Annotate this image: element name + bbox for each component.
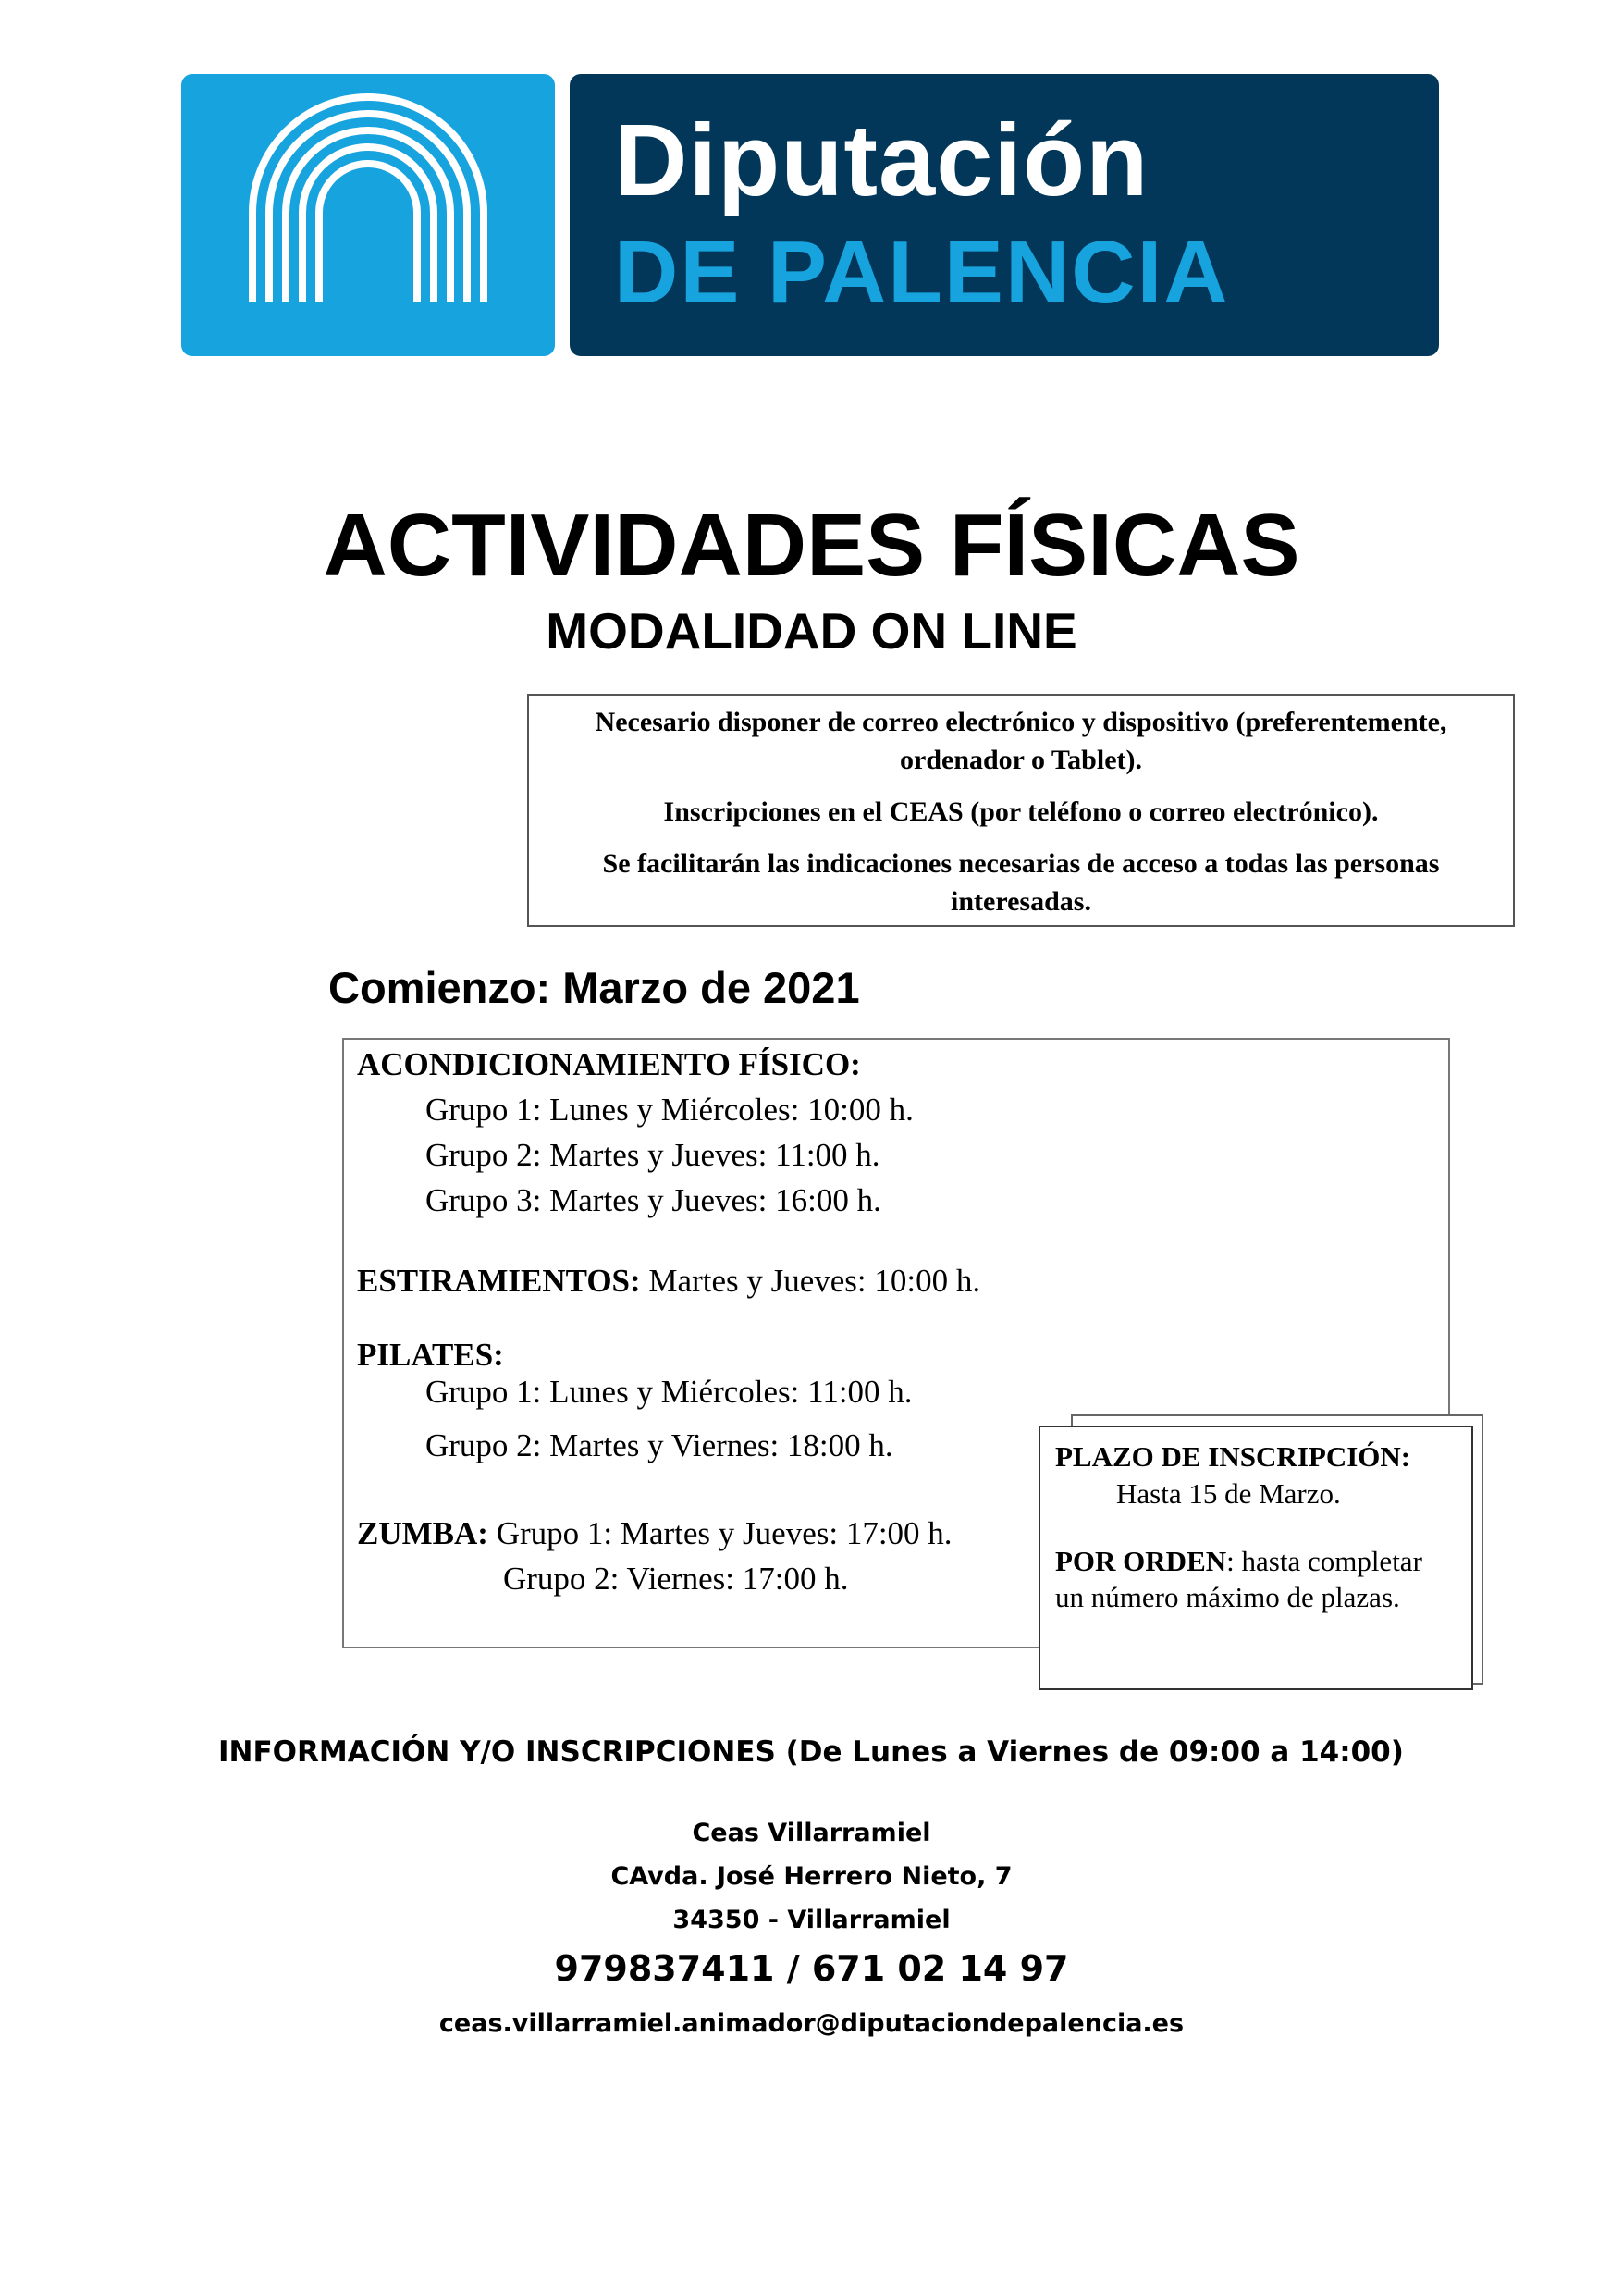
zumba-group-1: Grupo 1: Martes y Jueves: 17:00 h. bbox=[487, 1515, 953, 1551]
requirement-device bbox=[529, 703, 1513, 779]
order-text: : hasta completar bbox=[1226, 1545, 1422, 1577]
estiramientos-line bbox=[357, 1263, 980, 1300]
deadline-date: Hasta 15 de Marzo. bbox=[1116, 1477, 1341, 1510]
logo-mark bbox=[181, 74, 555, 356]
ceas-name: Ceas Villarramiel bbox=[692, 1819, 931, 1847]
order-text-2: un número máximo de plazas. bbox=[1055, 1581, 1400, 1613]
estiramientos-title: ESTIRAMIENTOS: bbox=[357, 1263, 641, 1299]
requirement-registration: Inscripciones en el CEAS (por teléfono o correo electrónico). bbox=[663, 796, 1379, 827]
arch-lines-icon bbox=[181, 74, 555, 356]
acond-group-3: Grupo 3: Martes y Jueves: 16:00 h. bbox=[425, 1182, 881, 1218]
pilates-title: PILATES: bbox=[357, 1337, 504, 1373]
zumba-group-2: Grupo 2: Viernes: 17:00 h. bbox=[503, 1561, 849, 1597]
zumba-title: ZUMBA: bbox=[357, 1515, 488, 1551]
ceas-phones: 979837411 / 671 02 14 97 bbox=[554, 1948, 1069, 1989]
acond-group-1: Grupo 1: Lunes y Miércoles: 10:00 h. bbox=[425, 1092, 914, 1128]
acond-group-2: Grupo 2: Martes y Jueves: 11:00 h. bbox=[425, 1137, 880, 1173]
requirement-access-line2: interesadas. bbox=[951, 886, 1091, 917]
pilates-group-2: Grupo 2: Martes y Viernes: 18:00 h. bbox=[425, 1427, 893, 1463]
page-subtitle: MODALIDAD ON LINE bbox=[546, 602, 1077, 660]
zumba-line bbox=[357, 1515, 953, 1552]
requirement-device-line1: Necesario disponer de correo electrónico y dispositivo (preferentemente, bbox=[595, 707, 1447, 737]
logo-wordmark bbox=[570, 74, 1439, 356]
order-line bbox=[1055, 1545, 1422, 1578]
info-heading: INFORMACIÓN Y/O INSCRIPCIONES (De Lunes a Viernes de 09:00 a 14:00) bbox=[218, 1735, 1404, 1769]
pilates-group-1: Grupo 1: Lunes y Miércoles: 11:00 h. bbox=[425, 1374, 913, 1410]
order-label: POR ORDEN bbox=[1055, 1545, 1227, 1577]
requirement-access bbox=[529, 845, 1513, 920]
ceas-address: CAvda. José Herrero Nieto, 7 bbox=[610, 1862, 1013, 1891]
start-date: Comienzo: Marzo de 2021 bbox=[328, 963, 860, 1012]
requirements-box bbox=[527, 694, 1515, 927]
deadline-box bbox=[1039, 1426, 1473, 1690]
page-title: ACTIVIDADES FÍSICAS bbox=[323, 496, 1300, 595]
requirement-access-line1: Se facilitarán las indicaciones necesarias de acceso a todas las personas bbox=[602, 848, 1440, 879]
logo-line2: DE PALENCIA bbox=[614, 223, 1230, 322]
ceas-email[interactable]: ceas.villarramiel.animador@diputaciondepalencia.es bbox=[438, 2009, 1185, 2038]
logo-line1: Diputación bbox=[614, 104, 1150, 217]
estiramientos-schedule: Martes y Jueves: 10:00 h. bbox=[640, 1263, 981, 1299]
deadline-title: PLAZO DE INSCRIPCIÓN: bbox=[1055, 1440, 1411, 1473]
ceas-city: 34350 - Villarramiel bbox=[672, 1906, 951, 1934]
requirement-device-line2: ordenador o Tablet). bbox=[900, 745, 1142, 775]
acond-title: ACONDICIONAMIENTO FÍSICO: bbox=[357, 1046, 861, 1082]
